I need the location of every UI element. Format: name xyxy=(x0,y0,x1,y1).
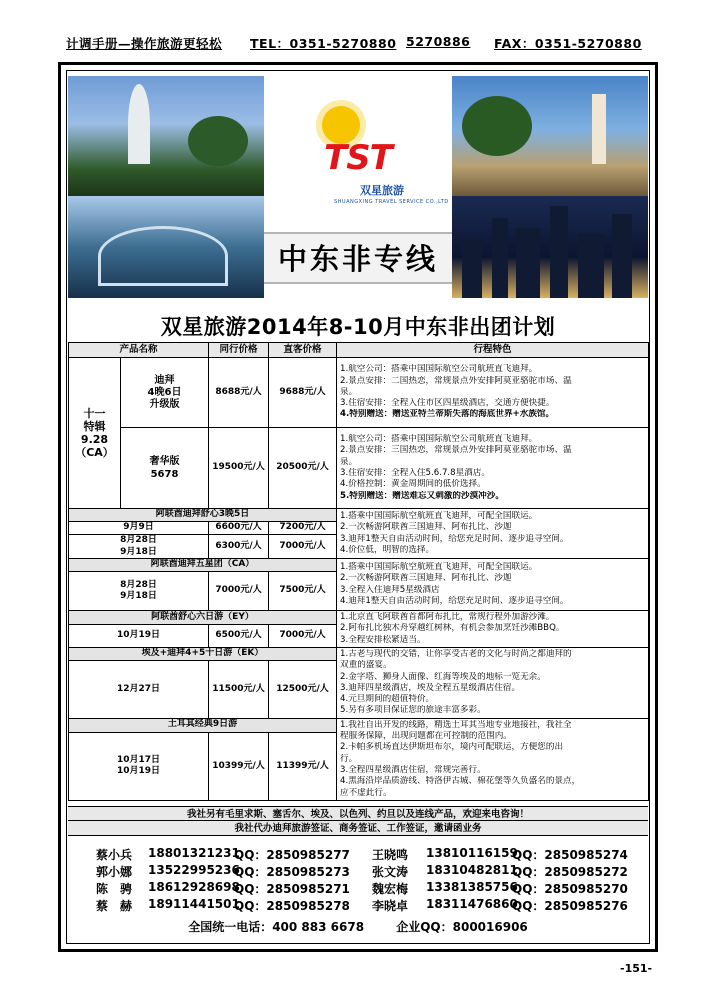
peer-price: 11500元/人 xyxy=(209,660,269,718)
contact-row xyxy=(68,897,648,914)
page-number: -151- xyxy=(620,962,653,975)
peer-price: 6300元/人 xyxy=(209,535,269,559)
palm-tree-shape xyxy=(462,96,532,156)
date: 10月17日 10月19日 xyxy=(69,732,209,800)
table-row xyxy=(69,559,649,572)
national-tel: 全国统一电话：400 883 6678 xyxy=(188,920,365,934)
date: 8月28日 9月18日 xyxy=(69,572,209,611)
contact-row xyxy=(68,846,648,863)
building-shape xyxy=(612,214,632,298)
header-slogan: 计调手册—操作旅游更轻松 xyxy=(66,36,223,51)
lighthouse-shape xyxy=(592,94,606,164)
contact-name: 李晓卓 xyxy=(372,899,409,913)
product-name: 迪拜 4晚6日 升级版 xyxy=(121,358,209,428)
direct-price: 7200元/人 xyxy=(269,522,337,535)
col-direct-price: 直客价格 xyxy=(269,343,337,358)
contact-name: 魏宏梅 xyxy=(372,882,409,896)
desert-resort-photo xyxy=(452,76,648,196)
col-product: 产品名称 xyxy=(69,343,209,358)
contacts xyxy=(68,846,648,936)
features: 1.航空公司：搭乘中国国际航空公司航班直飞迪拜。 2.景点安排：三国热恋，常规景点外安排阿莫亚骆驼市场、温 泉。 3.住宿安排：全程入住5.6.7.8星酒店。 4.价格控制：黄金周期间的低价选择。 5.特别赠送：赠送难忘又刺激的沙漠冲沙。 xyxy=(337,428,649,509)
contact-name: 王晓鸣 xyxy=(372,848,409,862)
peer-price: 6500元/人 xyxy=(209,624,269,647)
header-bar xyxy=(66,34,651,54)
page-title: 双星旅游2014年8-10月中东非出团计划 xyxy=(160,315,556,339)
features: 1.搭乘中国国际航空航班直飞迪拜，可配全国联运。 2.一次畅游阿联酋三国迪拜、阿布扎比、沙迦 3.迪拜1整天自由活动时间，给您充足时间、逐步追寻空间。 4.价位低，明智的选择。 xyxy=(337,509,649,559)
group-title: 阿联酋迪拜舒心3晚5日 xyxy=(69,509,337,522)
contact-qq: QQ：2850985276 xyxy=(512,899,628,913)
contact-qq: QQ：2850985273 xyxy=(234,865,350,879)
features: 1.航空公司：搭乘中国国际航空公司航班直飞迪拜。 2.景点安排：二国热恋，常规景点外安排阿莫亚骆驼市场、温 泉。 3.住宿安排：全程入住市区四星级酒店，交通方便快捷。 4.特别赠送：赠送亚特兰蒂斯失落的海底世界+水族馆。 xyxy=(337,358,649,428)
enterprise-qq: 企业QQ：800016906 xyxy=(396,920,528,934)
contact-name: 蔡小兵 xyxy=(96,848,133,862)
contact-qq: QQ：2850985270 xyxy=(512,882,628,896)
group1-name: 十一 特辑 9.28 （CA） xyxy=(69,358,121,509)
logo-cn: 双星旅游 xyxy=(360,184,404,197)
table-row xyxy=(69,358,649,428)
table-header-row xyxy=(69,343,649,358)
logo-text: TST xyxy=(324,138,392,178)
features: 1.搭乘中国国际航空航班直飞迪拜，可配全国联运。 2.一次畅游阿联酋三国迪拜、阿布扎比、沙迦 3.全程入住迪拜5星级酒店 4.迪拜1整天自由活动时间，给您充足时间、逐步追寻空间。 xyxy=(337,559,649,611)
logo-en: SHUANGXING TRAVEL SERVICE CO.,LTD xyxy=(334,199,449,205)
peer-price: 10399元/人 xyxy=(209,732,269,800)
garden-dome-photo xyxy=(68,196,264,298)
features: 1.古老与现代的交错，让你享受古老的文化与时尚之都迪拜的 双重的盛宴。 2.金字塔、狮身人面像、红海等埃及的地标一览无余。 3.迪拜四星级酒店，埃及全程五星级酒店住宿。 4.元旦期间的超值特价。 5.另有多项目保证您的旅途丰富多彩。 xyxy=(337,647,649,718)
peer-price: 7000元/人 xyxy=(209,572,269,611)
features: 1.北京直飞阿联酋首都阿布扎比，常规行程外加游沙滩。 2.阿布扎比独木舟穿越红树林，有机会参加烹饪沙滩BBQ。 3.全程安排松紧适当。 xyxy=(337,611,649,648)
direct-price: 7000元/人 xyxy=(269,624,337,647)
note-other-products: 我社另有毛里求斯、塞舌尔、埃及、以色列、约旦以及连线产品，欢迎来电咨询！ xyxy=(68,806,648,821)
building-shape xyxy=(462,238,482,298)
department-title: 中东非专线 xyxy=(264,232,452,284)
header-tel-2: 5270886 xyxy=(406,34,471,49)
dome-shape xyxy=(98,226,228,286)
group-title: 阿联酋迪拜五星团（CA） xyxy=(69,559,337,572)
group-title: 阿联酋舒心六日游（EY） xyxy=(69,611,337,625)
header-fax: FAX：0351-5270880 xyxy=(494,36,642,51)
building-shape xyxy=(516,228,540,298)
peer-price: 8688元/人 xyxy=(209,358,269,428)
contact-phone: 18612928698 xyxy=(148,880,240,894)
date: 12月27日 xyxy=(69,660,209,718)
note-visa: 我社代办迪拜旅游签证、商务签证、工作签证，邀请函业务 xyxy=(68,821,648,836)
direct-price: 9688元/人 xyxy=(269,358,337,428)
banner xyxy=(68,76,648,298)
contact-phone: 18311476860 xyxy=(426,897,518,911)
date: 9月9日 xyxy=(69,522,209,535)
contact-qq: QQ：2850985278 xyxy=(234,899,350,913)
col-peer-price: 同行价格 xyxy=(209,343,269,358)
product-name: 奢华版 5678 xyxy=(121,428,209,509)
col-features: 行程特色 xyxy=(337,343,649,358)
contact-qq: QQ：2850985274 xyxy=(512,848,628,862)
direct-price: 20500元/人 xyxy=(269,428,337,509)
group-title: 土耳其经典9日游 xyxy=(69,718,337,732)
table-row xyxy=(69,647,649,660)
group-title: 埃及+迪拜4+5十日游（EK） xyxy=(69,647,337,660)
palm-tree-shape xyxy=(188,116,248,166)
table-row xyxy=(69,611,649,625)
table-row xyxy=(69,509,649,522)
national-contact xyxy=(68,918,648,935)
city-night-photo xyxy=(452,196,648,298)
contact-phone: 18310482811 xyxy=(426,863,518,877)
features: 1.我社自出开发的线路，精选土耳其当地专业地接社，我社全 程服务保障，出现问题都在可控制的范围内。 2.卡帕多机场直达伊斯坦布尔，境内可配联运，方便您的出 行。 3.全程四星级酒店住宿，常规完善行。 4.黑海沿岸品质游线、特洛伊古城、棉花堡等久负盛名的景点， 应不虚此行。 xyxy=(337,718,649,800)
contact-qq: QQ：2850985271 xyxy=(234,882,350,896)
peer-price: 6600元/人 xyxy=(209,522,269,535)
contact-name: 郭小娜 xyxy=(96,865,133,879)
building-shape xyxy=(578,234,604,298)
contact-name: 陈 骋 xyxy=(96,882,133,896)
peer-price: 19500元/人 xyxy=(209,428,269,509)
contact-phone: 18911441501 xyxy=(148,897,240,911)
contact-qq: QQ：2850985277 xyxy=(234,848,350,862)
contact-name: 张文涛 xyxy=(372,865,409,879)
contact-phone: 13381385756 xyxy=(426,880,518,894)
contact-name: 蔡 赫 xyxy=(96,899,133,913)
direct-price: 11399元/人 xyxy=(269,732,337,800)
table-row xyxy=(69,718,649,732)
contact-row xyxy=(68,880,648,897)
direct-price: 7500元/人 xyxy=(269,572,337,611)
contact-row xyxy=(68,863,648,880)
header-tel: TEL：0351-5270880 xyxy=(250,36,397,51)
direct-price: 7000元/人 xyxy=(269,535,337,559)
dubai-photo xyxy=(68,76,264,196)
contact-phone: 13810116159 xyxy=(426,846,518,860)
notes xyxy=(68,806,648,836)
direct-price: 12500元/人 xyxy=(269,660,337,718)
date: 8月28日 9月18日 xyxy=(69,535,209,559)
building-shape xyxy=(550,206,568,298)
date: 10月19日 xyxy=(69,624,209,647)
burj-al-arab-shape xyxy=(128,84,150,164)
contact-phone: 18801321231 xyxy=(148,846,240,860)
contact-qq: QQ：2850985272 xyxy=(512,865,628,879)
contact-phone: 13522995236 xyxy=(148,863,240,877)
building-shape xyxy=(492,218,508,298)
tour-table xyxy=(68,342,649,801)
table-row xyxy=(69,428,649,509)
